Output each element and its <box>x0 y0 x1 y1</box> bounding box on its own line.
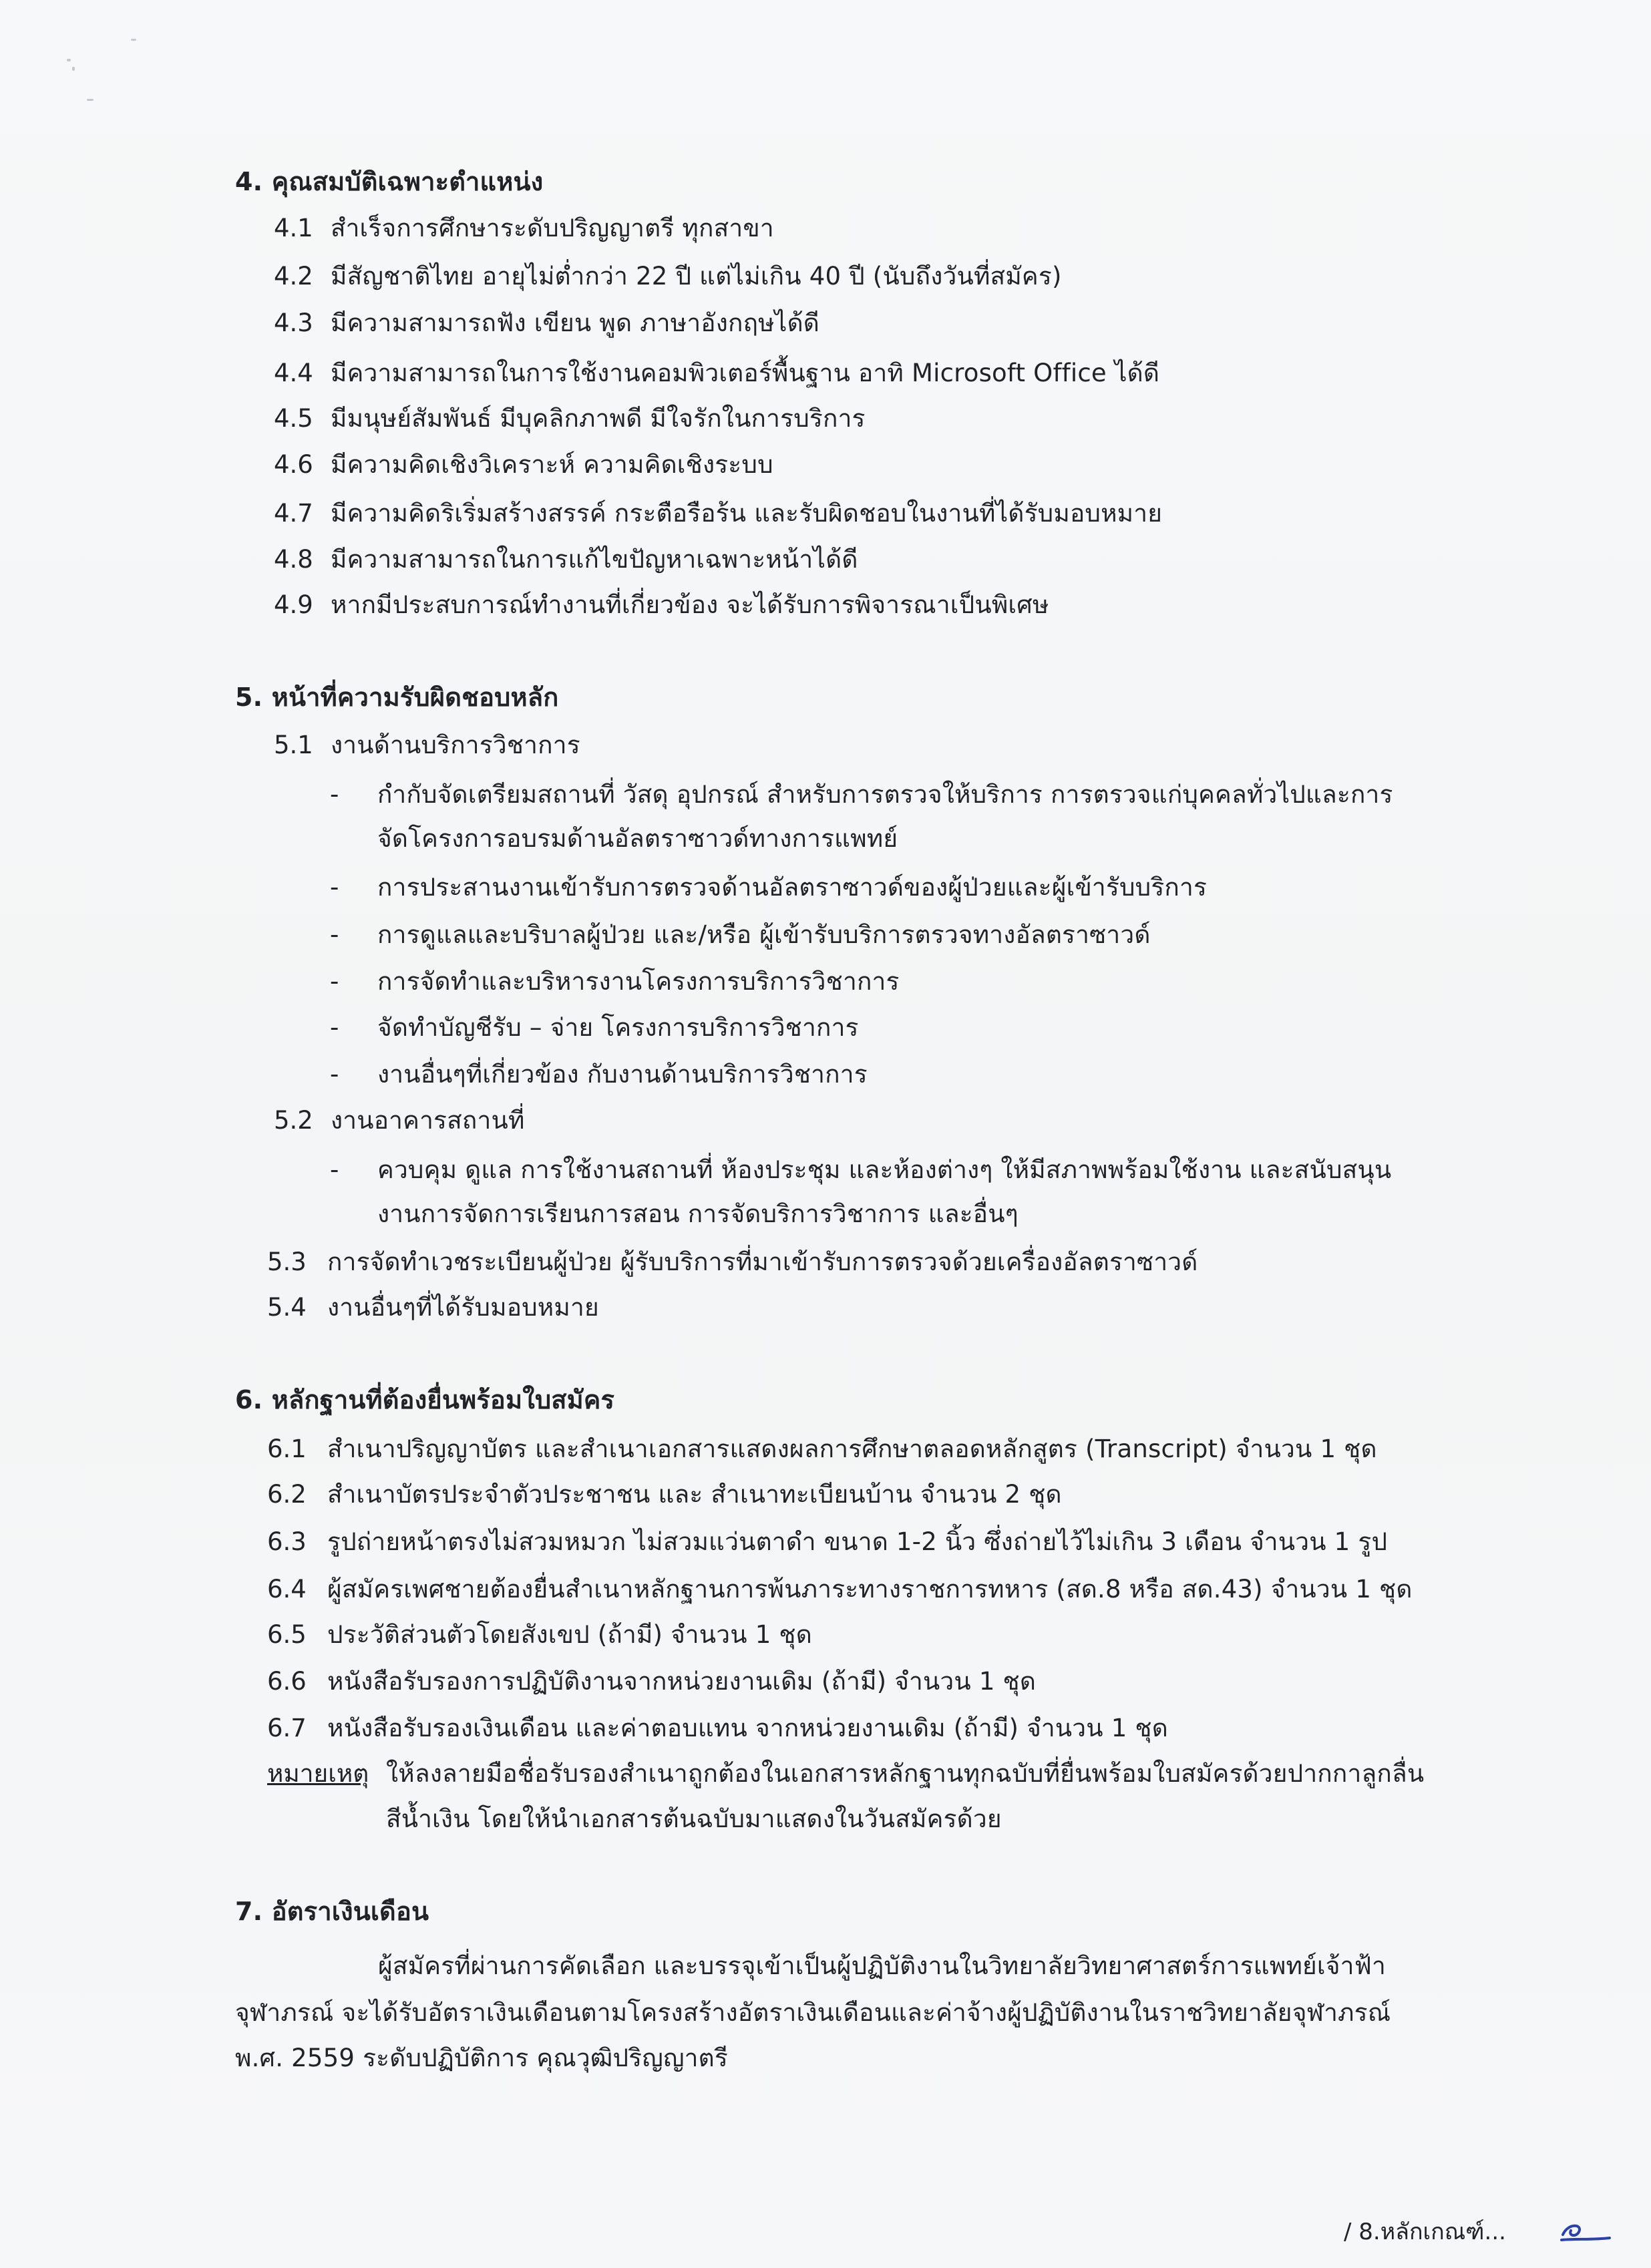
item-text: สำเนาปริญญาบัตร และสำเนาเอกสารแสดงผลการศึกษาตลอดหลักสูตร (Transcript) จำนวน 1 ชุด <box>327 1435 1377 1463</box>
item-number: 6.5 <box>267 1620 307 1649</box>
item-number: 4.9 <box>274 590 313 619</box>
bullet-dash: - <box>330 1060 339 1089</box>
item-text: สำเนาบัตรประจำตัวประชาชน และ สำเนาทะเบียนบ้าน จำนวน 2 ชุด <box>327 1480 1062 1509</box>
salary-paragraph-line: พ.ศ. 2559 ระดับปฏิบัติการ คุณวุฒิปริญญาตรี <box>235 2044 728 2072</box>
bullet-text: งานอื่นๆที่เกี่ยวข้อง กับงานด้านบริการวิชาการ <box>377 1060 868 1089</box>
item-text: หนังสือรับรองการปฏิบัติงานจากหน่วยงานเดิม (ถ้ามี) จำนวน 1 ชุด <box>327 1667 1037 1696</box>
scan-speck <box>72 67 75 71</box>
item-number: 5.1 <box>274 731 313 759</box>
page-continuation: / 8.หลักเกณฑ์... <box>1344 2219 1506 2245</box>
item-number: 5.3 <box>267 1248 307 1276</box>
item-number: 4.2 <box>274 262 313 291</box>
salary-paragraph-line: ผู้สมัครที่ผ่านการคัดเลือก และบรรจุเข้าเป็นผู้ปฏิบัติงานในวิทยาลัยวิทยาศาสตร์การแพทย์เจ้าฟ้า <box>378 1951 1386 1980</box>
bullet-dash: - <box>330 1155 339 1184</box>
initials-signature <box>1556 2216 1616 2247</box>
bullet-dash: - <box>330 780 339 809</box>
scan-speck <box>87 99 94 101</box>
bullet-dash: - <box>330 1013 339 1042</box>
section-4-heading: 4. คุณสมบัติเฉพาะตำแหน่ง <box>235 167 544 196</box>
item-text: การจัดทำเวชระเบียนผู้ป่วย ผู้รับบริการที่มาเข้ารับการตรวจด้วยเครื่องอัลตราซาวด์ <box>327 1248 1198 1276</box>
bullet-dash: - <box>330 967 339 996</box>
item-text: ประวัติส่วนตัวโดยสังเขป (ถ้ามี) จำนวน 1 ชุด <box>327 1620 812 1649</box>
item-number: 5.4 <box>267 1293 307 1322</box>
item-number: 4.3 <box>274 309 313 337</box>
bullet-text: ควบคุม ดูแล การใช้งานสถานที่ ห้องประชุม และห้องต่างๆ ให้มีสภาพพร้อมใช้งาน และสนับสนุน <box>377 1155 1392 1184</box>
bullet-text-continuation: จัดโครงการอบรมด้านอัลตราซาวด์ทางการแพทย์ <box>377 824 898 853</box>
item-text: งานด้านบริการวิชาการ <box>331 731 580 759</box>
item-text: งานอาคารสถานที่ <box>331 1106 525 1135</box>
item-number: 4.7 <box>274 499 313 528</box>
item-number: 6.4 <box>267 1575 307 1603</box>
item-text: มีสัญชาติไทย อายุไม่ต่ำกว่า 22 ปี แต่ไม่เกิน 40 ปี (นับถึงวันที่สมัคร) <box>331 262 1062 291</box>
item-text: หนังสือรับรองเงินเดือน และค่าตอบแทน จากหน่วยงานเดิม (ถ้ามี) จำนวน 1 ชุด <box>327 1714 1168 1742</box>
section-5-heading: 5. หน้าที่ความรับผิดชอบหลัก <box>235 683 559 712</box>
item-number: 6.7 <box>267 1714 307 1742</box>
bullet-text: การประสานงานเข้ารับการตรวจด้านอัลตราซาวด์ของผู้ป่วยและผู้เข้ารับบริการ <box>377 873 1208 902</box>
item-text: มีความสามารถฟัง เขียน พูด ภาษาอังกฤษได้ดี <box>331 309 820 337</box>
section-6-heading: 6. หลักฐานที่ต้องยื่นพร้อมใบสมัคร <box>235 1385 615 1414</box>
item-number: 6.3 <box>267 1527 307 1556</box>
bullet-text: การจัดทำและบริหารงานโครงการบริการวิชาการ <box>377 967 900 996</box>
item-text: รูปถ่ายหน้าตรงไม่สวมหมวก ไม่สวมแว่นตาดำ ขนาด 1-2 นิ้ว ซึ่งถ่ายไว้ไม่เกิน 3 เดือน จำนวน 1 รูป <box>327 1527 1388 1556</box>
item-number: 4.1 <box>274 214 313 242</box>
salary-paragraph-line: จุฬาภรณ์ จะได้รับอัตราเงินเดือนตามโครงสร้างอัตราเงินเดือนและค่าจ้างผู้ปฏิบัติงานในราชวิทยาลัยจุฬาภรณ์ <box>235 1998 1391 2027</box>
item-number: 4.8 <box>274 545 313 574</box>
item-text: มีความสามารถในการแก้ไขปัญหาเฉพาะหน้าได้ดี <box>331 545 858 574</box>
bullet-dash: - <box>330 873 339 902</box>
scan-speck <box>131 39 136 41</box>
item-number: 6.1 <box>267 1435 307 1463</box>
bullet-text: การดูแลและบริบาลผู้ป่วย และ/หรือ ผู้เข้ารับบริการตรวจทางอัลตราซาวด์ <box>377 920 1151 949</box>
item-text: มีความคิดริเริ่มสร้างสรรค์ กระตือรือร้น และรับผิดชอบในงานที่ได้รับมอบหมาย <box>331 499 1163 528</box>
note-text: ให้ลงลายมือชื่อรับรองสำเนาถูกต้องในเอกสารหลักฐานทุกฉบับที่ยื่นพร้อมใบสมัครด้วยปากกาลูกลื่น <box>386 1759 1425 1788</box>
item-text: มีความสามารถในการใช้งานคอมพิวเตอร์พื้นฐาน อาทิ Microsoft Office ได้ดี <box>331 359 1160 387</box>
bullet-dash: - <box>330 920 339 949</box>
item-text: สำเร็จการศึกษาระดับปริญญาตรี ทุกสาขา <box>331 214 774 242</box>
item-number: 6.6 <box>267 1667 307 1696</box>
item-text: หากมีประสบการณ์ทำงานที่เกี่ยวข้อง จะได้รับการพิจารณาเป็นพิเศษ <box>331 590 1049 619</box>
item-text: ผู้สมัครเพศชายต้องยื่นสำเนาหลักฐานการพ้นภาระทางราชการทหาร (สด.8 หรือ สด.43) จำนวน 1 ชุด <box>327 1575 1413 1603</box>
item-text: งานอื่นๆที่ได้รับมอบหมาย <box>327 1293 599 1322</box>
item-number: 4.5 <box>274 404 313 433</box>
item-number: 6.2 <box>267 1480 307 1509</box>
item-number: 4.4 <box>274 359 313 387</box>
scan-speck <box>67 59 71 61</box>
bullet-text: จัดทำบัญชีรับ – จ่าย โครงการบริการวิชาการ <box>377 1013 859 1042</box>
item-number: 5.2 <box>274 1106 313 1135</box>
section-7-heading: 7. อัตราเงินเดือน <box>235 1897 429 1926</box>
item-text: มีความคิดเชิงวิเคราะห์ ความคิดเชิงระบบ <box>331 450 773 479</box>
note-text-continuation: สีน้ำเงิน โดยให้นำเอกสารต้นฉบับมาแสดงในวันสมัครด้วย <box>386 1805 1002 1833</box>
item-number: 4.6 <box>274 450 313 479</box>
note-label: หมายเหตุ <box>267 1759 369 1788</box>
bullet-text-continuation: งานการจัดการเรียนการสอน การจัดบริการวิชาการ และอื่นๆ <box>377 1199 1019 1228</box>
item-text: มีมนุษย์สัมพันธ์ มีบุคลิกภาพดี มีใจรักในการบริการ <box>331 404 866 433</box>
bullet-text: กำกับจัดเตรียมสถานที่ วัสดุ อุปกรณ์ สำหรับการตรวจให้บริการ การตรวจแก่บุคคลทั่วไปและการ <box>377 780 1393 809</box>
